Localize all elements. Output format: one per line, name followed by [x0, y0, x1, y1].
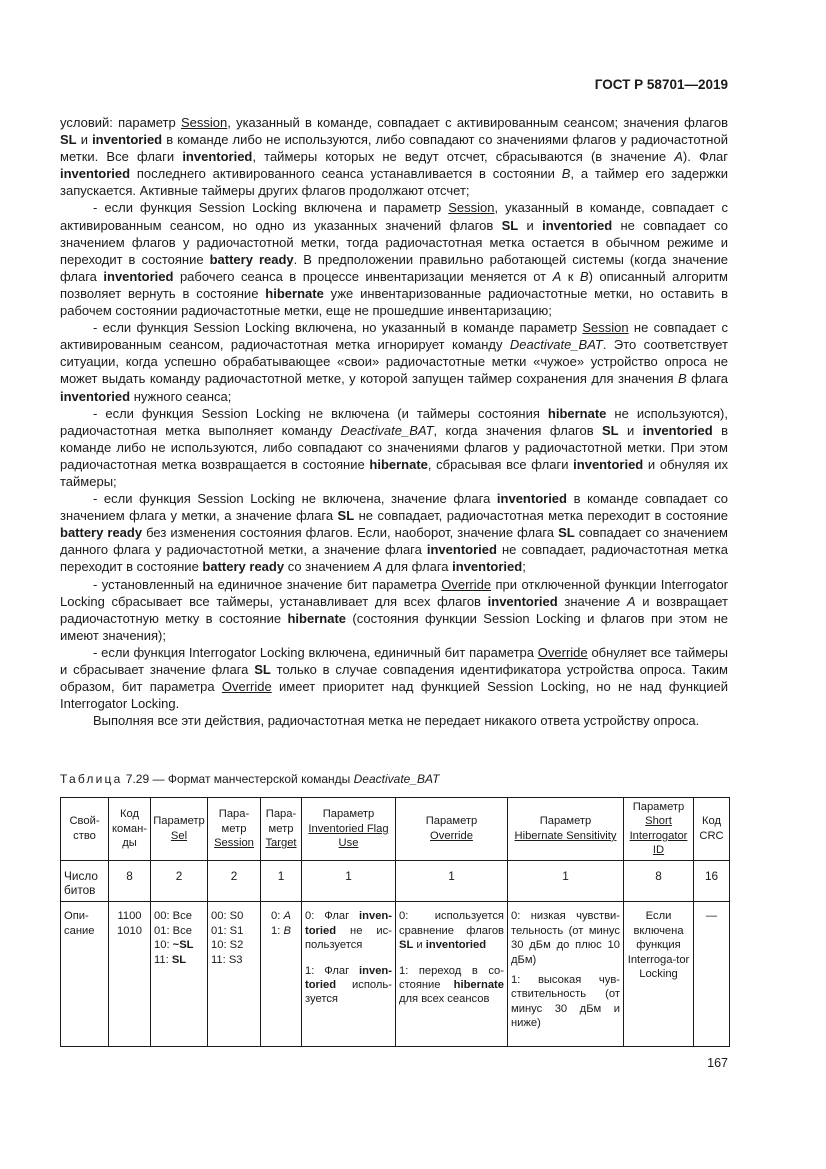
header-session: Пара- метр Session	[208, 798, 261, 861]
override-option-1: 1: переход в со-стояние hibernate для всех сеансов	[399, 964, 504, 1006]
desc-session: 00: S0 01: S1 10: S2 11: S3	[208, 902, 261, 1047]
bits-value: 1	[302, 860, 396, 902]
standard-number: ГОСТ Р 58701—2019	[594, 77, 728, 92]
bits-value: 16	[694, 860, 730, 902]
desc-crc: —	[694, 902, 730, 1047]
body-text	[60, 114, 728, 729]
paragraph-1: условий: параметр Session, указанный в команде, совпадает с активированным сеансом; значения флагов SL и inventoried в команде либо не используются, либо совпадают со значениями флагов у радиочастотной метки. Все флаги inventoried, таймеры которых не ведут отсчет, сбрасываются (в значение A). Флаг inventoried последнего активированного сеанса устанавливается в состоянии B, а таймер его задержки запускается. Активные таймеры других флагов продолжают отсчет;	[60, 115, 729, 199]
bits-value: 1	[508, 860, 624, 902]
bits-value: 8	[109, 860, 151, 902]
header-sel: Параметр Sel	[151, 798, 208, 861]
header-short-interrogator-id: Параметр Short Interrogator ID	[624, 798, 694, 861]
paragraph-4: - если функция Session Locking не включена (и таймеры состояния hibernate не используются), радиочастотная метка выполняет команду Deactivate_BAT, когда значения флагов SL и inventoried в команде либо не используются, либо совпадают со значениями флагов у радиочастотной метки. При этом радиочастотная метка возвращается в состояние hibernate, сбрасывая все флаги inventoried и обнуляя их таймеры;	[60, 405, 729, 489]
bits-value: 1	[261, 860, 302, 902]
ifu-option-0: 0: Флаг inven-toried не ис-пользуется	[305, 910, 392, 952]
paragraph-6: - установленный на единичное значение бит параметра Override при отключенной функции Interrogator Locking сбрасывает все таймеры, устанавливает для всех флагов inventoried значение A и возвращает радиочастотную метку в состояние hibernate (состояния функции Session Locking и флагов при этом не имеют значения);	[60, 576, 729, 643]
hibernate-option-0: 0: низкая чувстви-тельность (от минус 30 дБм до плюс 10 дБм)	[511, 910, 620, 966]
hibernate-option-1: 1: высокая чув-ствительность (от минус 30 дБм и ниже)	[511, 974, 620, 1030]
desc-label: Опи- сание	[61, 902, 109, 1047]
bits-value: 1	[396, 860, 508, 902]
header-crc: Код CRC	[694, 798, 730, 861]
desc-target: 0: A 1: B	[261, 902, 302, 1047]
header-command-code: Код коман- ды	[109, 798, 151, 861]
paragraph-8: Выполняя все эти действия, радиочастотная метка не передает никакого ответа устройству опроса.	[93, 713, 700, 729]
desc-short-interrogator-id: Если включена функция Interroga-tor Locking	[624, 902, 694, 1047]
paragraph-5: - если функция Session Locking не включена, значение флага inventoried в команде совпадает со значением флага у метки, а значение флага SL не совпадает, радиочастотная метка переходит в состояние battery ready без изменения состояния флагов. Если, наоборот, значение флага SL совпадает со значением данного флага у радиочастотной метки, а значение флага inventoried не совпадает, радиочастотная метка переходит в состояние battery ready со значением A для флага inventoried;	[60, 491, 729, 575]
paragraph-3: - если функция Session Locking включена, но указанный в команде параметр Session не совпадает с активированным сеансом, радиочастотная метка игнорирует команду Deactivate_BAT. Это соответствует ситуации, когда успешно обрабатывающее «свои» радиочастотные метки «чужое» устройство опроса не может выдать команду радиочастотной метке, у которой запущен таймер сохранения для значения B флага inventoried нужного сеанса;	[60, 320, 729, 404]
paragraph-7: - если функция Interrogator Locking включена, единичный бит параметра Override обнуляет все таймеры и сбрасывает значение флага SL только в случае совпадения идентификатора устройства опроса. Таким образом, бит параметра Override имеет приоритет над функцией Session Locking, но не над функцией Interrogator Locking.	[60, 644, 728, 712]
desc-sel: 00: Все 01: Все 10: ~SL 11: SL	[151, 902, 208, 1047]
bits-label: Число битов	[61, 860, 109, 902]
header-property: Свой- ство	[61, 798, 109, 861]
desc-inventoried-flag-use	[302, 902, 396, 1047]
bits-value: 2	[208, 860, 261, 902]
paragraph-2: - если функция Session Locking включена и параметр Session, указанный в команде, совпадает с активированным сеансом, но одно из указанных значений флагов SL и inventoried не совпадает со значением флагов у радиочастотной метки, тогда радиочастотная метка остается в обычном режиме и переходит в состояние battery ready. В предположении правильно работающей системы (когда значение флага inventoried рабочего сеанса в процессе инвентаризации меняется от A к B) описанный алгоритм позволяет вернуть в состояние hibernate уже инвентаризованные радиочастотные метки, но оставить в рабочем состоянии радиочастотные метки, еще не прошедшие инвентаризацию;	[60, 200, 728, 319]
header-override: Параметр Override	[396, 798, 508, 861]
page-number: 167	[707, 1056, 728, 1070]
override-option-0: 0: используется сравнение флагов SL и inventoried	[399, 910, 504, 952]
header-hibernate-sensitivity: Параметр Hibernate Sensitivity	[508, 798, 624, 861]
table-caption: Таблица 7.29 — Формат манчестерской команды Deactivate_BAT	[60, 772, 440, 786]
desc-hibernate-sensitivity	[508, 902, 624, 1047]
description-row	[61, 902, 730, 1047]
command-format-table	[60, 797, 730, 1047]
bits-value: 2	[151, 860, 208, 902]
header-row	[61, 798, 730, 861]
ifu-option-1: 1: Флаг inven-toried исполь-зуется	[305, 964, 392, 1006]
bits-row	[61, 860, 730, 902]
header-inventoried-flag-use: Параметр Inventoried Flag Use	[302, 798, 396, 861]
desc-override	[396, 902, 508, 1047]
bits-value: 8	[624, 860, 694, 902]
header-target: Пара- метр Target	[261, 798, 302, 861]
desc-command-code: 1100 1010	[109, 902, 151, 1047]
